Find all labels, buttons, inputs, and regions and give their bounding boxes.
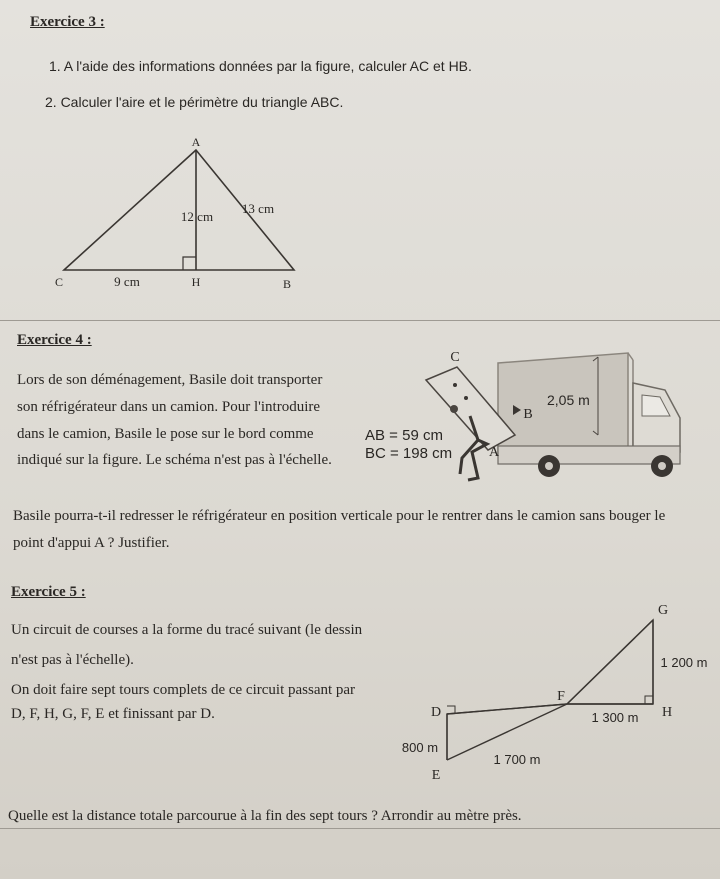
- circuit-label-f: F: [557, 689, 565, 704]
- circuit-label-e: E: [431, 768, 441, 783]
- exercise-3-title: Exercice 3 :: [30, 14, 105, 30]
- triangle-label-h: H: [191, 275, 201, 289]
- exercise-5-text-line: n'est pas à l'échelle).: [11, 652, 134, 668]
- triangle-length-ah: 12 cm: [180, 209, 214, 224]
- divider: [0, 828, 720, 829]
- truck-label-b: B: [523, 407, 533, 422]
- exercise-3-question-2: 2. Calculer l'aire et le périmètre du triangle ABC.: [45, 94, 344, 110]
- exercise-4-title: Exercice 4 :: [17, 332, 92, 348]
- exercise-5-text-line: On doit faire sept tours complets de ce circuit passant par: [11, 682, 356, 698]
- circuit-label-h: H: [661, 705, 673, 720]
- exercise-5-text-line: D, F, H, G, F, E et finissant par D.: [11, 706, 215, 722]
- triangle-label-a: A: [191, 135, 201, 149]
- exercise-5-text-line: Un circuit de courses a la forme du tracé suivant (le dessin: [11, 622, 363, 638]
- exercise-5-title: Exercice 5 :: [11, 584, 86, 600]
- exercise-5-question: Quelle est la distance totale parcourue à la fin des sept tours ? Arrondir au mètre près.: [8, 808, 522, 824]
- triangle-label-c: C: [54, 275, 64, 289]
- truck-height-label: 2,05 m: [547, 392, 590, 408]
- circuit-label-d: D: [430, 705, 442, 720]
- exercise-4-text-line: Lors de son déménagement, Basile doit transporter: [17, 372, 323, 388]
- circuit-length-fh: 1 300 m: [591, 710, 639, 725]
- triangle-length-ab: 13 cm: [241, 201, 275, 216]
- exercise-3-question-1: 1. A l'aide des informations données par la figure, calculer AC et HB.: [49, 58, 472, 74]
- circuit-length-gh: 1 200 m: [660, 655, 708, 670]
- exercise-4-question: point d'appui A ? Justifier.: [13, 535, 170, 551]
- circuit-length-ef: 1 700 m: [493, 752, 541, 767]
- truck-bc-label: BC = 198 cm: [365, 445, 453, 462]
- truck-label-c: C: [450, 350, 460, 365]
- exercise-4-text-line: indiqué sur la figure. Le schéma n'est pas à l'échelle.: [17, 452, 332, 468]
- exercise-4-question: Basile pourra-t-il redresser le réfrigérateur en position verticale pour le rentrer dans le camion sans bouger le: [13, 508, 666, 524]
- exercise-4-text-line: son réfrigérateur dans un camion. Pour l'introduire: [17, 399, 321, 415]
- triangle-label-b: B: [282, 277, 292, 291]
- truck-label-a: A: [488, 445, 500, 460]
- exercise-4-text-line: dans le camion, Basile le pose sur le bord comme: [17, 426, 314, 442]
- circuit-label-g: G: [657, 603, 669, 618]
- truck-ab-label: AB = 59 cm: [365, 427, 443, 444]
- circuit-length-de: 800 m: [401, 740, 439, 755]
- triangle-length-ch: 9 cm: [114, 274, 140, 289]
